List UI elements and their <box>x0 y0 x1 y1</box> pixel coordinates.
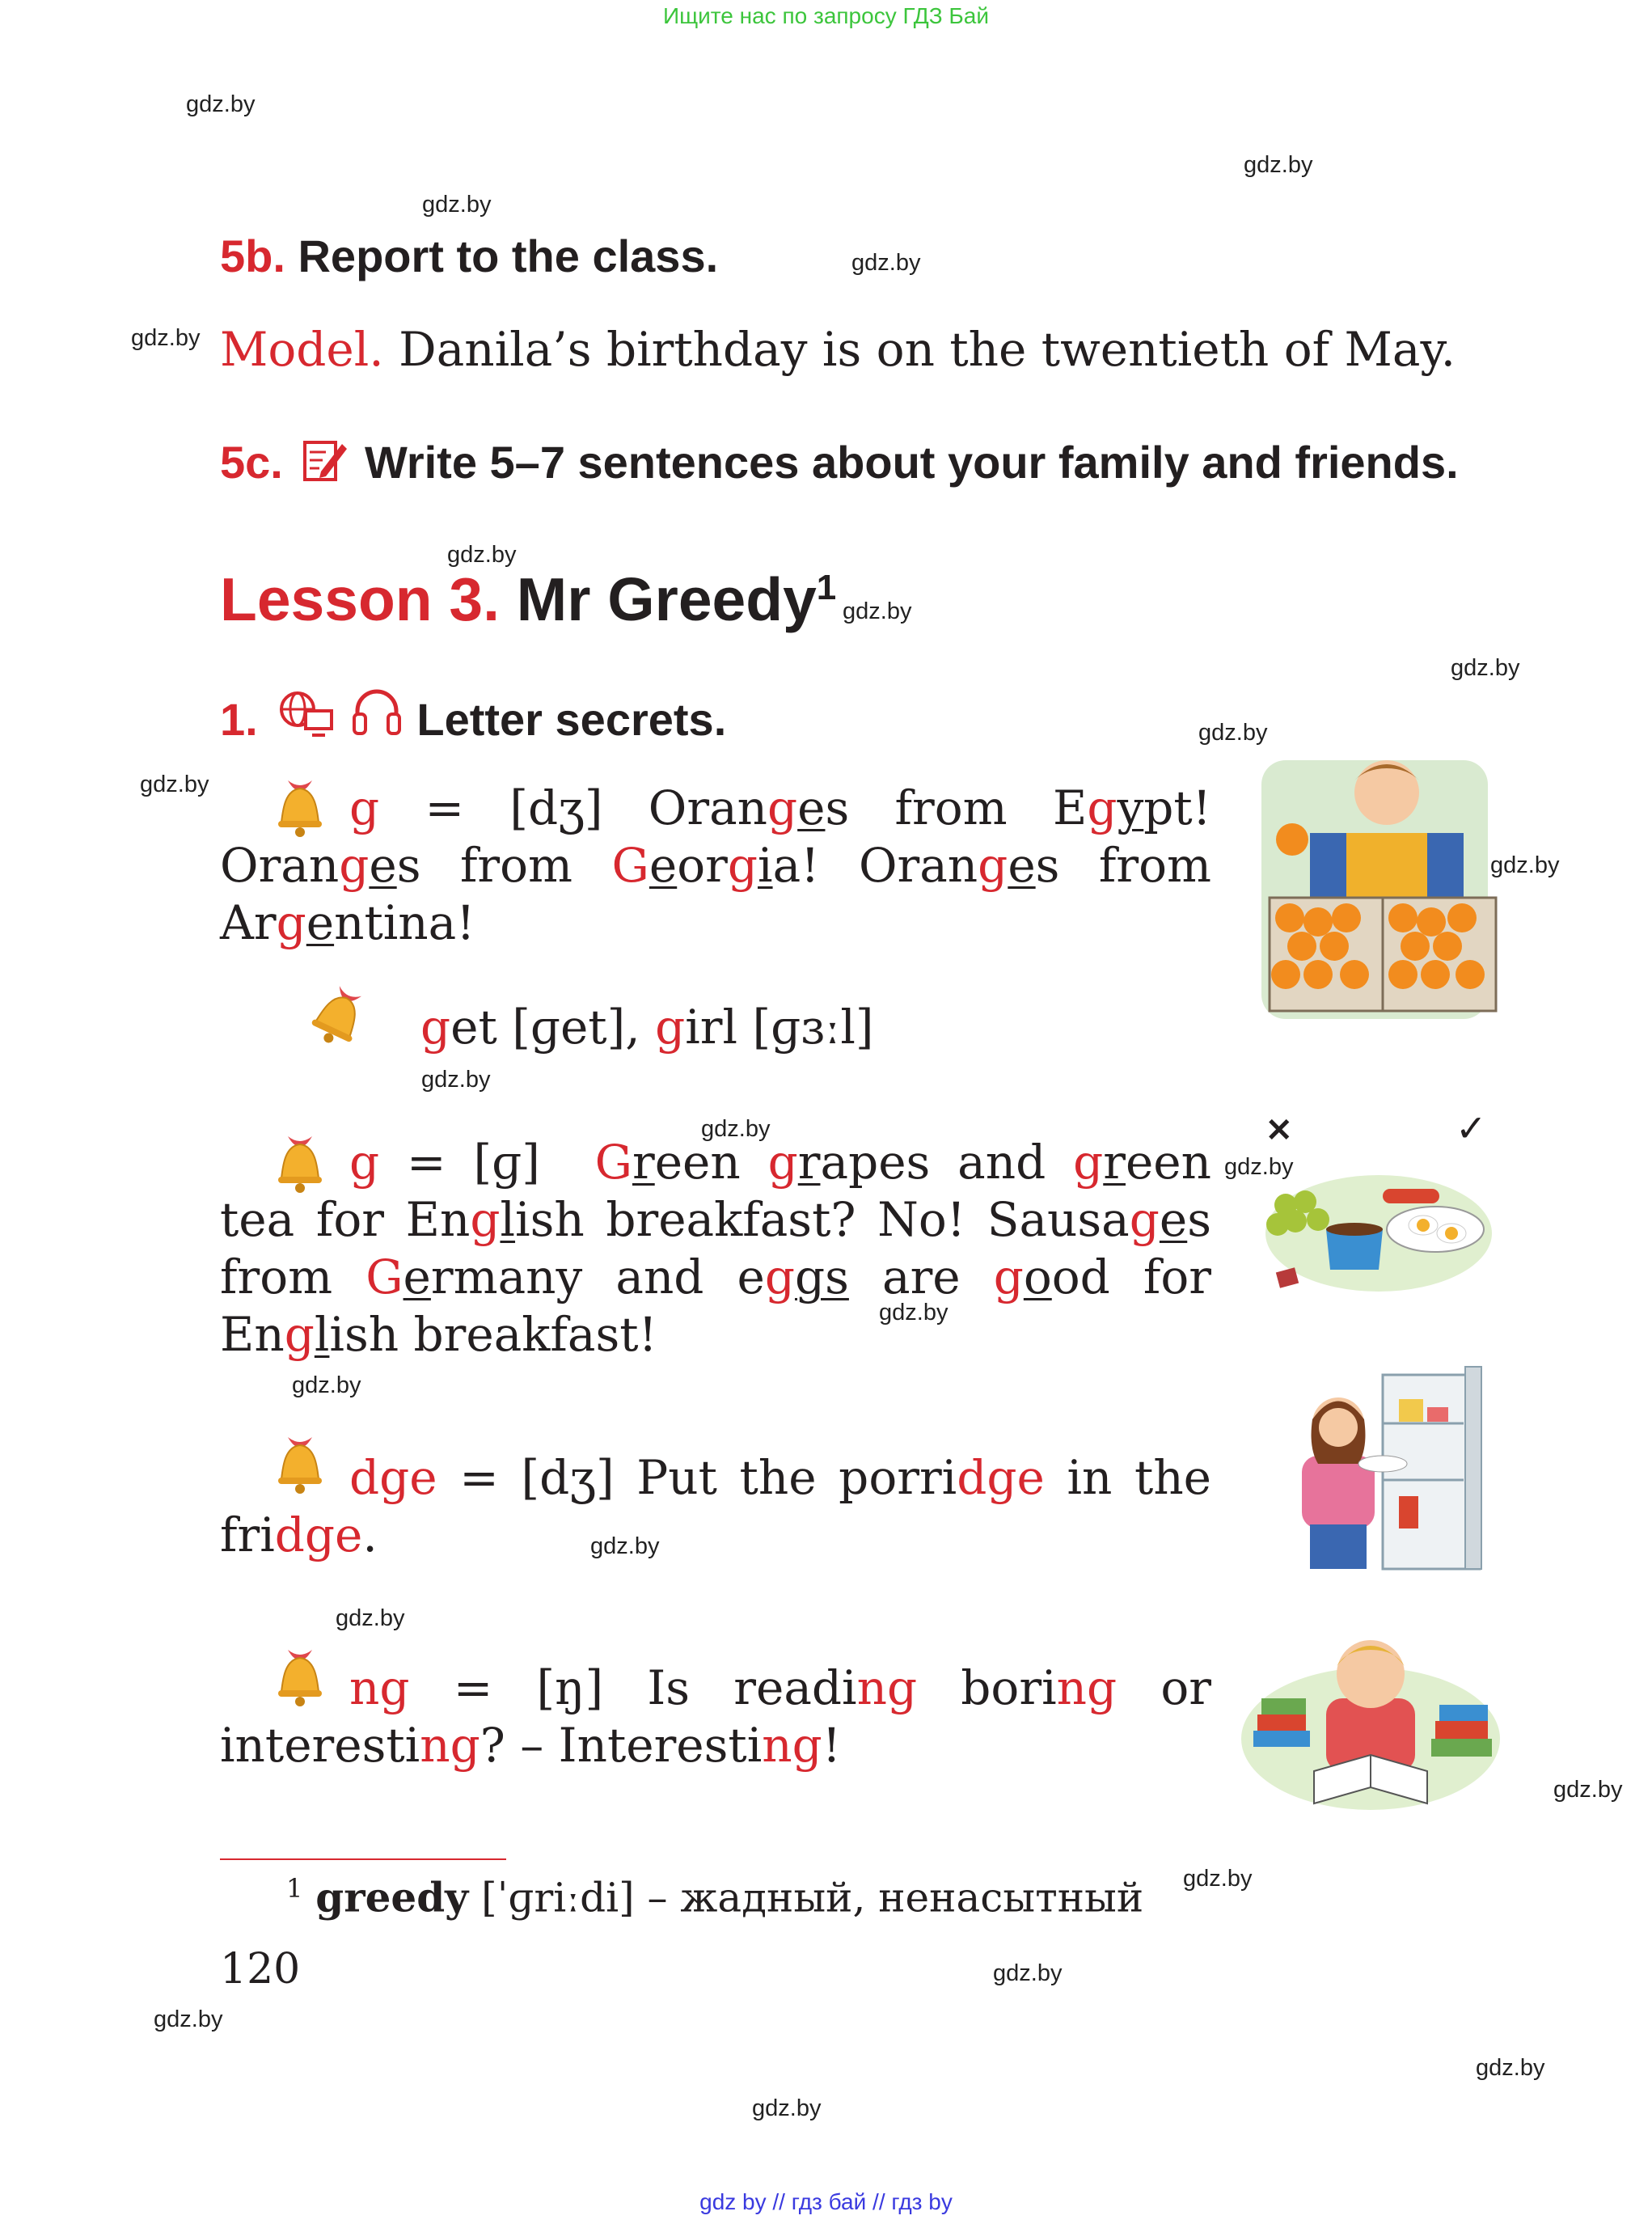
check-mark-icon: ✓ <box>1456 1107 1487 1149</box>
example-get-girl: get [ɡet], girl [ɡɜːl] <box>420 1000 874 1055</box>
watermark: gdz.by <box>993 1960 1063 1986</box>
watermark: gdz.by <box>140 772 209 797</box>
lesson-heading <box>220 564 836 634</box>
watermark: gdz.by <box>1451 655 1520 681</box>
note-pencil-icon <box>302 436 349 493</box>
watermark: gdz.by <box>1183 1866 1253 1892</box>
headphones-icon <box>349 683 404 749</box>
bottom-banner[interactable]: gdz by // гдз бай // гдз by <box>699 2189 953 2214</box>
watermark: gdz.by <box>336 1605 405 1631</box>
watermark: gdz.by <box>292 1372 361 1398</box>
model-label: Model. <box>220 322 384 377</box>
watermark: gdz.by <box>1490 852 1560 878</box>
task-text: Report to the class. <box>285 230 719 281</box>
paragraph-ng: ng = [ŋ] Is reading boring or interesting? – Interesting! <box>220 1660 1211 1773</box>
paragraph-dge: dge = [dʒ] Put the porridge in the fridge. <box>220 1450 1211 1562</box>
watermark: gdz.by <box>752 2095 822 2121</box>
task-text: Write 5–7 sentences about your family and friends. <box>352 437 1459 488</box>
watermark: gdz.by <box>154 2006 223 2032</box>
watermark: gdz.by <box>447 542 517 568</box>
breakfast-illustration <box>1261 1148 1496 1306</box>
footnote-translation: [ˈɡriːdi] – жадный, ненасытный <box>468 1874 1144 1922</box>
page-number: 120 <box>220 1945 301 1994</box>
watermark: gdz.by <box>843 598 912 624</box>
footnote-ref: 1 <box>816 568 837 607</box>
watermark: gdz.by <box>422 192 492 218</box>
task-number: 1. <box>220 694 258 745</box>
watermark: gdz.by <box>879 1300 949 1326</box>
watermark: gdz.by <box>851 250 921 276</box>
paragraph-g-hard: g = [ɡ] Green grapes and green tea for English breakfast? No! Sausages from Germany and eggs are good for English breakfast! <box>220 1135 1212 1362</box>
watermark: gdz.by <box>421 1067 491 1093</box>
task-5c <box>220 436 1459 493</box>
task-number: 5c. <box>220 437 283 488</box>
task-5b <box>220 230 718 282</box>
bell-icon <box>298 972 378 1063</box>
boy-reading-illustration <box>1237 1617 1504 1824</box>
watermark: gdz.by <box>1553 1777 1623 1803</box>
footnote-divider <box>220 1858 506 1860</box>
footnote-number: 1 <box>286 1873 303 1904</box>
watermark: gdz.by <box>1476 2055 1545 2081</box>
watermark: gdz.by <box>1224 1154 1294 1180</box>
watermark: gdz.by <box>1244 152 1313 178</box>
model-sentence <box>220 322 1456 377</box>
footnote-word: greedy <box>315 1873 469 1922</box>
globe-computer-icon <box>278 690 336 749</box>
top-banner[interactable]: Ищите нас по запросу ГДЗ Бай <box>662 3 990 28</box>
watermark: gdz.by <box>590 1533 660 1559</box>
orange-seller-illustration <box>1253 744 1504 1039</box>
task-number: 5b. <box>220 230 285 281</box>
watermark: gdz.by <box>186 91 256 117</box>
footnote <box>286 1873 1143 1922</box>
model-text: Danila’s birthday is on the twentieth of May. <box>383 322 1456 377</box>
cross-mark-icon: ✕ <box>1265 1113 1293 1148</box>
watermark: gdz.by <box>701 1116 771 1142</box>
lesson-title: Mr Greedy <box>499 565 817 633</box>
paragraph-g-dzh: g = [dʒ] Oranges from Egypt! Oranges from Georgia! Oranges from Argentina! <box>220 780 1212 950</box>
watermark: gdz.by <box>1198 720 1268 746</box>
watermark: gdz.by <box>131 325 201 351</box>
task-text: Letter secrets. <box>403 694 727 745</box>
girl-fridge-illustration <box>1278 1359 1504 1581</box>
lesson-number: Lesson 3. <box>220 565 500 633</box>
task-1 <box>220 683 726 749</box>
